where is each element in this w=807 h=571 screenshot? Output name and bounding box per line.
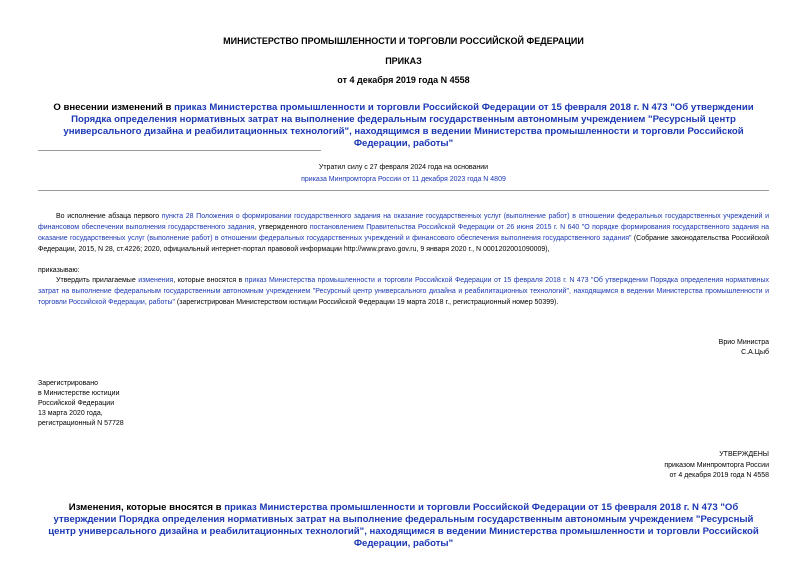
registration-line-3: Российской Федерации — [38, 400, 115, 407]
ministry-heading: МИНИСТЕРСТВО ПРОМЫШЛЕННОСТИ И ТОРГОВЛИ РОССИЙСКОЙ ФЕДЕРАЦИИ — [223, 36, 584, 46]
order-word: приказываю: — [38, 267, 80, 274]
registration-line-4: 13 марта 2020 года, — [38, 410, 103, 417]
approved-line-2: приказом Минпромторга России — [664, 462, 769, 469]
approve-link-changes[interactable]: изменения — [138, 277, 174, 284]
divider-short — [38, 150, 321, 151]
preamble-link-1[interactable]: пункта 28 Положения о формировании государственного задания на оказание государственных услуг (выполнение работ) в отношении федеральных государственных учреждений и финансовом обеспечении выполнения государственного задания — [38, 213, 770, 231]
signature-name: С.А.Цыб — [741, 349, 769, 356]
title-link[interactable]: приказ Министерства промышленности и торговли Российской Федерации от 15 февраля 2018 г. N 473 "Об утверждении Порядка определения нормативных затрат на выполнение федеральным государственным автономным учреждением "Ресурсный центр универсального дизайна и реабилитационных технологий", находящимся в ведении Министерства промышленности и торговли Российской Федерации, работы" — [63, 102, 754, 149]
signature-role: Врио Министра — [718, 339, 769, 346]
preamble-text-2: , утвержденного — [254, 224, 310, 231]
approve-text-2: , которые вносятся в — [173, 277, 245, 284]
preamble-text-1: Во исполнение абзаца первого — [56, 213, 162, 220]
preamble-text-3: (Собрание законодательства Российской Федерации, 2015, N 28, ст.4226; 2020, официальный интернет-портал правовой информации http://www.pravo.gov.ru, 9 января 2020 г., N 0001202001090009), — [38, 235, 769, 253]
approve-text-3: (зарегистрирован Министерством юстиции Российской Федерации 19 марта 2018 г., регистрационный номер 50399). — [174, 299, 559, 306]
approve-text-1: Утвердить прилагаемые — [56, 277, 139, 284]
status-text: Утратил силу с 27 февраля 2024 года на основании — [318, 164, 489, 171]
changes-title-prefix: Изменения, которые вносятся в — [68, 502, 225, 513]
preamble-link-2[interactable]: постановлением Правительства Российской Федерации от 26 июня 2015 г. N 640 "О порядке формирования государственного задания на оказание государственных услуг (выполнение работ) в отношении федеральных государственных учреждений и финансового обеспечения выполнения государственного задания" — [38, 224, 769, 242]
divider-long — [38, 190, 769, 191]
date-number-heading: от 4 декабря 2019 года N 4558 — [337, 75, 470, 85]
status-link[interactable]: приказа Минпромторга России от 11 декабря 2023 года N 4809 — [301, 176, 506, 183]
doc-type-heading: ПРИКАЗ — [385, 56, 422, 66]
title-prefix: О внесении изменений в — [53, 102, 175, 113]
changes-title-link[interactable]: приказ Министерства промышленности и торговли Российской Федерации от 15 февраля 2018 г. N 473 "Об утверждении Порядка определения нормативных затрат на выполнение федеральным государственным автономным учреждением "Ресурсный центр универсального дизайна и реабилитационных технологий", находящимся в ведении Министерства промышленности и торговли Российской Федерации, работы" — [48, 502, 759, 549]
approve-paragraph — [38, 275, 769, 308]
registration-line-5: регистрационный N 57728 — [38, 420, 124, 427]
preamble-paragraph — [38, 211, 769, 255]
document-title — [40, 102, 767, 150]
registration-line-1: Зарегистрировано — [38, 380, 98, 387]
status-link-row — [0, 174, 807, 185]
registration-line-2: в Министерстве юстиции — [38, 390, 120, 397]
changes-title — [40, 502, 767, 550]
approve-link-order[interactable]: приказ Министерства промышленности и торговли Российской Федерации от 15 февраля 2018 г. N 473 "Об утверждении Порядка определения нормативных затрат на выполнение федеральным государственным автономным учреждением "Ресурсный центр универсального дизайна и реабилитационных технологий", находящимся в ведении Министерства промышленности и торговли Российской Федерации, работы" — [38, 277, 769, 306]
approved-line-3: от 4 декабря 2019 года N 4558 — [669, 472, 769, 479]
approved-line-1: УТВЕРЖДЕНЫ — [719, 451, 769, 458]
